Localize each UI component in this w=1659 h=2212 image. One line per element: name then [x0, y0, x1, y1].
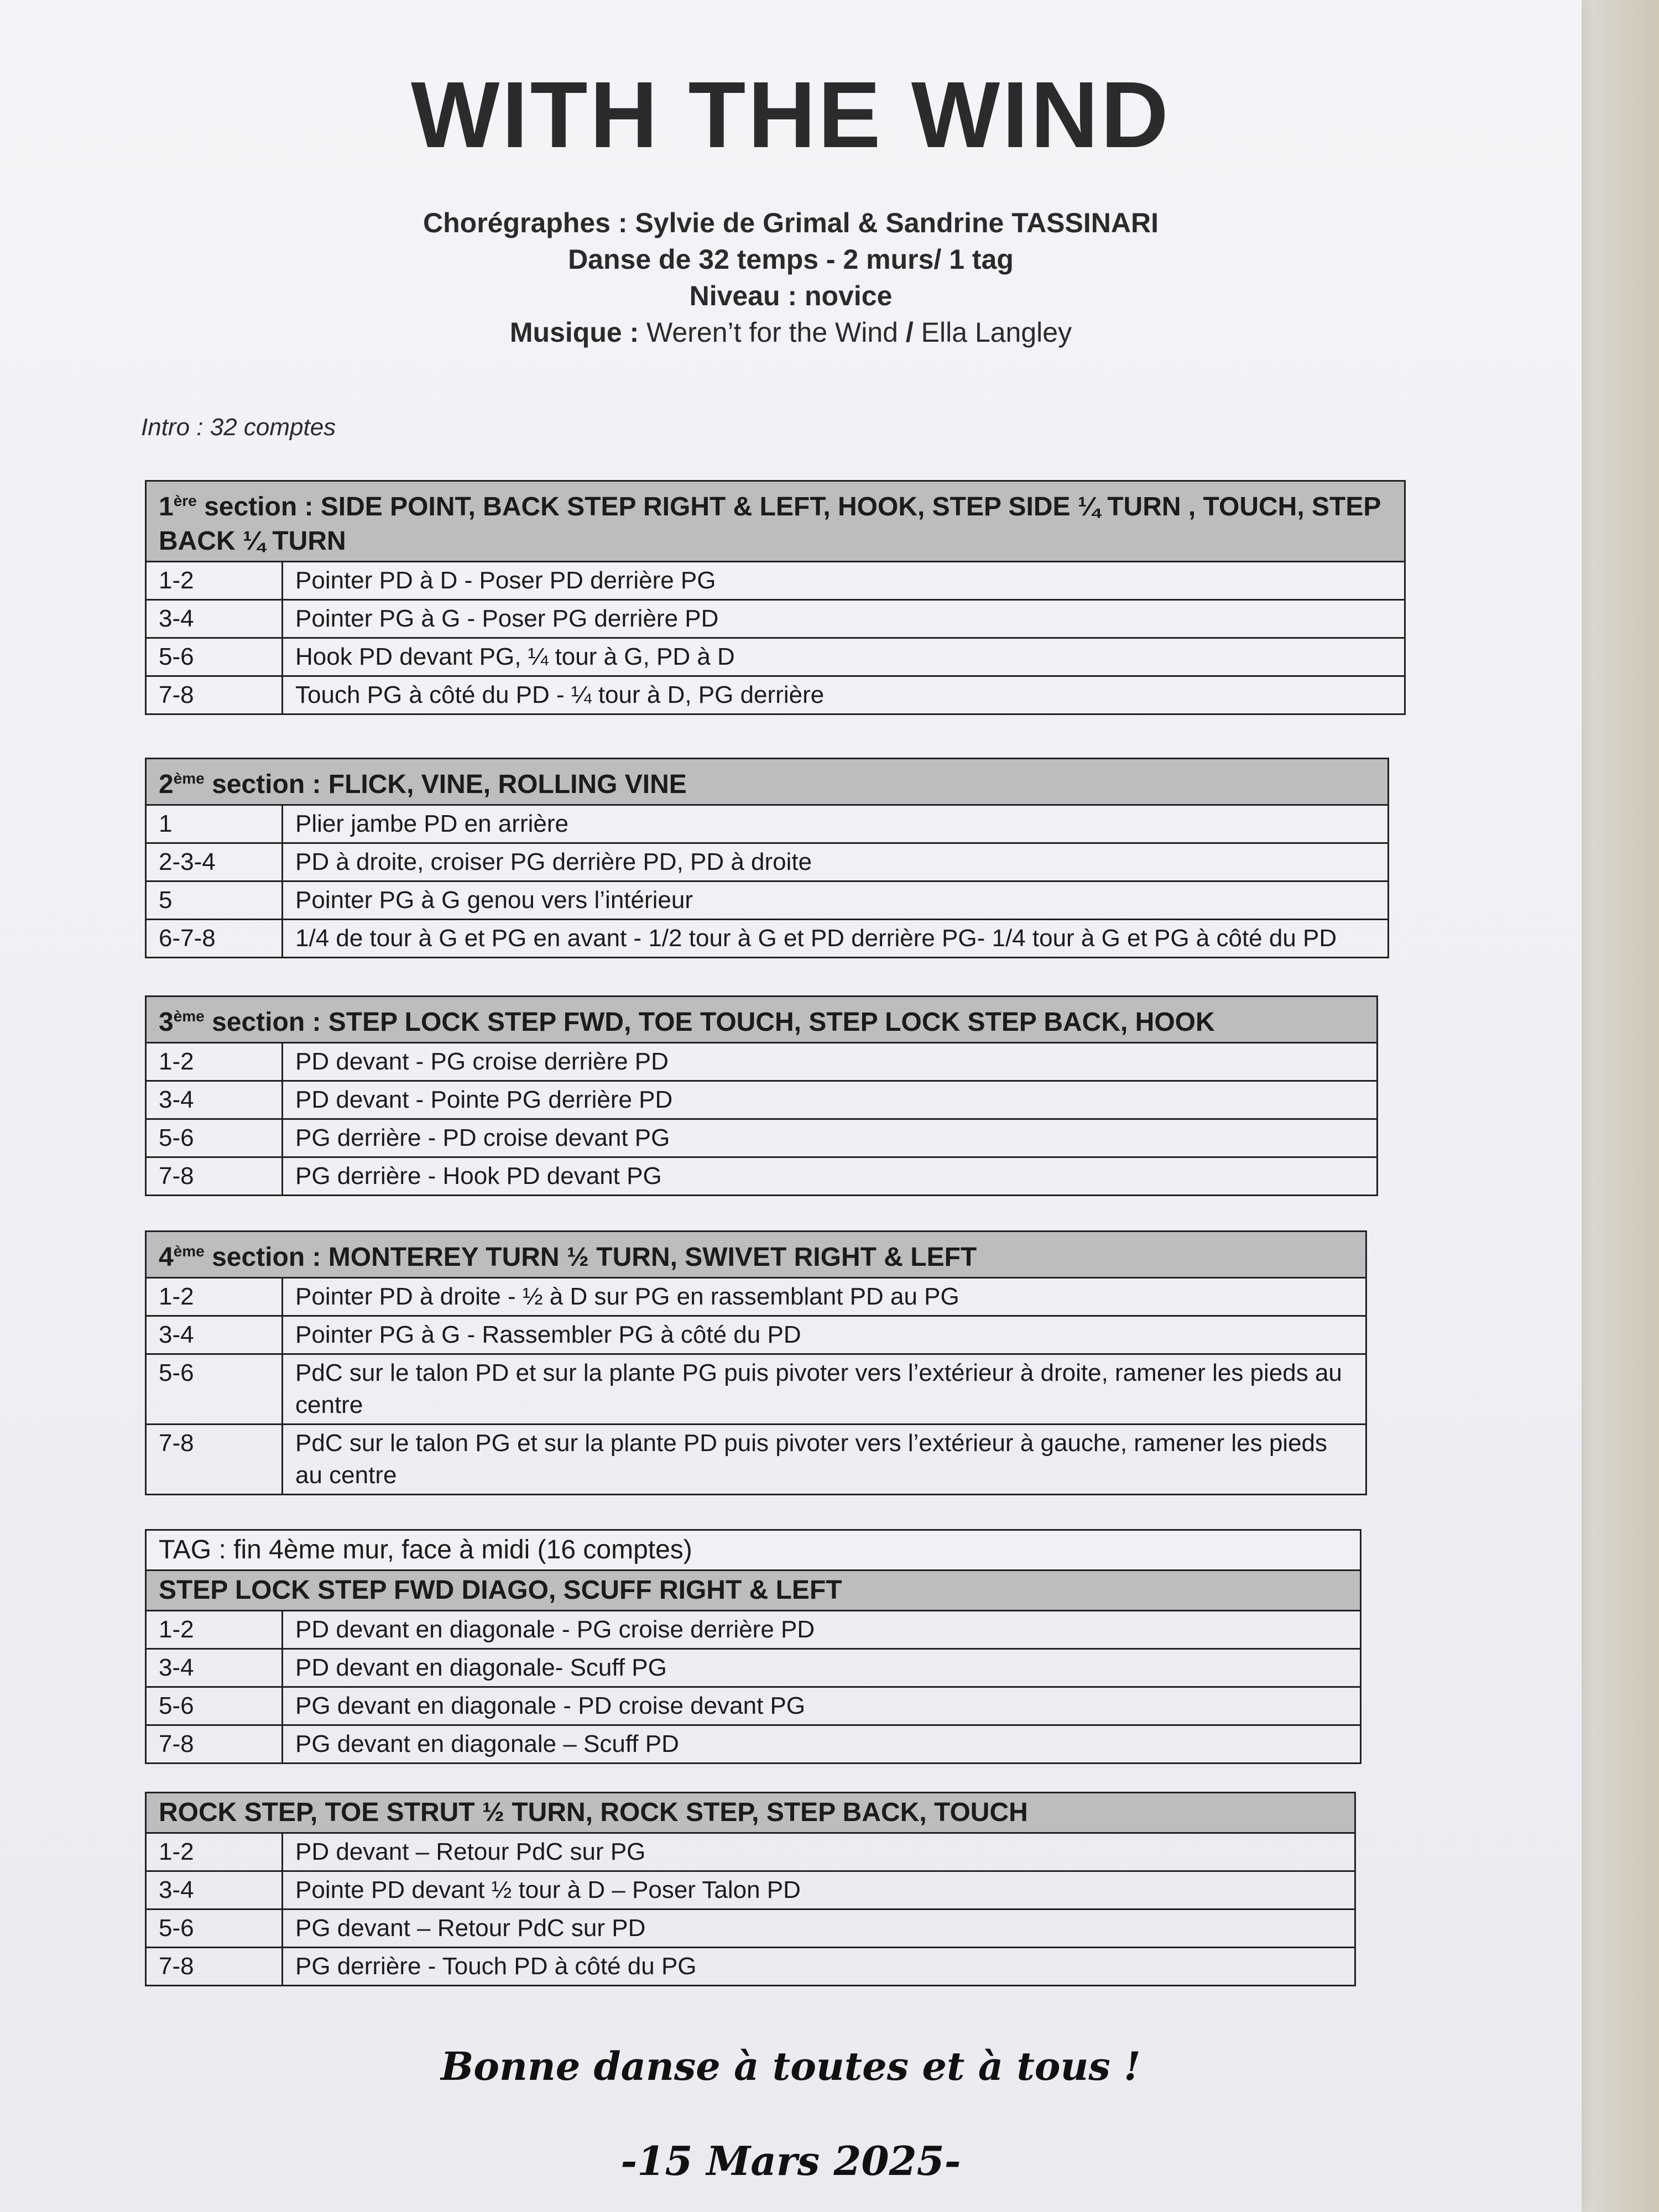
step-cell: Pointer PG à G genou vers l’intérieur [283, 881, 1389, 920]
step-cell: Pointer PG à G - Rassembler PG à côté du PD [283, 1316, 1366, 1354]
music-title: Weren’t for the Wind [646, 317, 898, 348]
table-row [146, 920, 1389, 958]
count-cell: 5 [146, 881, 283, 920]
document-date: -15 Mars 2025- [620, 2137, 961, 2184]
step-cell: PG derrière - PD croise devant PG [283, 1119, 1378, 1157]
tag-table [145, 1529, 1361, 1764]
count-cell: 6-7-8 [146, 920, 283, 958]
section-header [146, 759, 1389, 805]
table-row [146, 562, 1405, 600]
section-header [146, 997, 1378, 1043]
level-line: Niveau : novice [689, 280, 893, 311]
step-cell: PD devant en diagonale - PG croise derrière PD [283, 1611, 1361, 1649]
count-cell: 3-4 [146, 1316, 283, 1354]
section-1-table [145, 480, 1406, 715]
dance-metadata [0, 205, 1582, 351]
section-header [146, 1232, 1366, 1278]
table-row [146, 1948, 1355, 1986]
section-title: section : MONTEREY TURN ½ TURN, SWIVET RIGHT & LEFT [204, 1243, 977, 1272]
count-cell: 1-2 [146, 1611, 283, 1649]
step-cell: PG devant en diagonale - PD croise devant PG [283, 1687, 1361, 1725]
section-ordinal: 4 [159, 1243, 174, 1272]
table-row [146, 1425, 1366, 1495]
table-row [146, 1833, 1355, 1871]
section-heading [146, 481, 1405, 562]
table-row [146, 1081, 1378, 1119]
count-cell: 5-6 [146, 1119, 283, 1157]
table-row [146, 1043, 1378, 1081]
section-header [146, 1571, 1361, 1611]
section-ordinal: 2 [159, 770, 174, 799]
section-title: section : SIDE POINT, BACK STEP RIGHT & LEFT, HOOK, STEP SIDE ¼ TURN , TOUCH, STEP BACK ¼ TURN [159, 492, 1381, 556]
section-title: section : STEP LOCK STEP FWD, TOE TOUCH, STEP LOCK STEP BACK, HOOK [204, 1008, 1215, 1037]
step-cell: 1/4 de tour à G et PG en avant - 1/2 tour à G et PD derrière PG- 1/4 tour à G et PG à côté du PD [283, 920, 1389, 958]
step-cell: PG derrière - Touch PD à côté du PG [283, 1948, 1355, 1986]
choreographers-names: Sylvie de Grimal & Sandrine TASSINARI [635, 207, 1159, 238]
count-cell: 3-4 [146, 1871, 283, 1910]
tag-heading: STEP LOCK STEP FWD DIAGO, SCUFF RIGHT & LEFT [146, 1571, 1361, 1611]
intro-counts: Intro : 32 comptes [141, 414, 336, 441]
step-cell: Hook PD devant PG, ¼ tour à G, PD à D [283, 638, 1405, 676]
table-row [146, 1278, 1366, 1316]
count-cell: 5-6 [146, 1910, 283, 1948]
section-ordinal: 3 [159, 1008, 174, 1037]
choreographers-label: Chorégraphes : [423, 207, 628, 238]
section-ordinal-suffix: ème [173, 1008, 205, 1025]
section-heading [146, 1232, 1366, 1278]
step-cell: PD devant – Retour PdC sur PG [283, 1833, 1355, 1871]
section-title: section : FLICK, VINE, ROLLING VINE [204, 770, 687, 799]
music-line [0, 314, 1582, 351]
count-cell: 5-6 [146, 638, 283, 676]
table-row [146, 1910, 1355, 1948]
dance-info-line: Danse de 32 temps - 2 murs/ 1 tag [568, 244, 1014, 275]
step-cell: PD devant - PG croise derrière PD [283, 1043, 1378, 1081]
count-cell: 1-2 [146, 562, 283, 600]
table-row [146, 676, 1405, 714]
section-heading [146, 759, 1389, 805]
count-cell: 7-8 [146, 1948, 283, 1986]
table-row [146, 1119, 1378, 1157]
table-row [146, 843, 1389, 881]
section-4-table [145, 1230, 1367, 1495]
step-cell: Pointer PG à G - Poser PG derrière PD [283, 600, 1405, 638]
step-cell: PdC sur le talon PG et sur la plante PD puis pivoter vers l’extérieur à gauche, ramener les pieds au centre [283, 1425, 1366, 1495]
table-row [146, 1649, 1361, 1687]
section-ordinal: 1 [159, 492, 174, 521]
music-separator: / [905, 317, 914, 348]
count-cell: 5-6 [146, 1687, 283, 1725]
table-row [146, 1611, 1361, 1649]
tag-intro-row [146, 1530, 1361, 1571]
tag-intro: TAG : fin 4ème mur, face à midi (16 comptes) [146, 1530, 1361, 1571]
final-heading: ROCK STEP, TOE STRUT ½ TURN, ROCK STEP, STEP BACK, TOUCH [146, 1793, 1355, 1833]
step-cell: Pointer PD à D - Poser PD derrière PG [283, 562, 1405, 600]
section-ordinal-suffix: ème [173, 1243, 205, 1260]
section-header [146, 481, 1405, 562]
final-section-table [145, 1792, 1356, 1986]
step-cell: PD devant - Pointe PG derrière PD [283, 1081, 1378, 1119]
step-cell: PdC sur le talon PD et sur la plante PG puis pivoter vers l’extérieur à droite, ramener les pieds au centre [283, 1354, 1366, 1425]
step-cell: Pointer PD à droite - ½ à D sur PG en rassemblant PD au PG [283, 1278, 1366, 1316]
count-cell: 7-8 [146, 1157, 283, 1196]
count-cell: 1-2 [146, 1833, 283, 1871]
music-artist: Ella Langley [921, 317, 1072, 348]
step-cell: PD devant en diagonale- Scuff PG [283, 1649, 1361, 1687]
count-cell: 7-8 [146, 676, 283, 714]
count-cell: 7-8 [146, 1725, 283, 1764]
choreographers-line [0, 205, 1582, 241]
table-row [146, 805, 1389, 843]
table-row [146, 1725, 1361, 1764]
section-ordinal-suffix: ère [173, 492, 197, 509]
step-cell: Pointe PD devant ½ tour à D – Poser Talon PD [283, 1871, 1355, 1910]
table-row [146, 1687, 1361, 1725]
step-cell: Plier jambe PD en arrière [283, 805, 1389, 843]
section-2-table [145, 758, 1389, 958]
table-row [146, 1354, 1366, 1425]
page-title: WITH THE WIND [411, 62, 1171, 168]
count-cell: 1-2 [146, 1278, 283, 1316]
section-header [146, 1793, 1355, 1833]
count-cell: 3-4 [146, 1081, 283, 1119]
count-cell: 2-3-4 [146, 843, 283, 881]
count-cell: 3-4 [146, 1649, 283, 1687]
table-row [146, 1157, 1378, 1196]
count-cell: 5-6 [146, 1354, 283, 1425]
step-cell: PG devant en diagonale – Scuff PD [283, 1725, 1361, 1764]
step-cell: PG devant – Retour PdC sur PD [283, 1910, 1355, 1948]
table-row [146, 881, 1389, 920]
count-cell: 7-8 [146, 1425, 283, 1495]
table-row [146, 1316, 1366, 1354]
table-row [146, 1871, 1355, 1910]
step-cell: PD à droite, croiser PG derrière PD, PD à droite [283, 843, 1389, 881]
section-ordinal-suffix: ème [173, 770, 205, 787]
count-cell: 1-2 [146, 1043, 283, 1081]
count-cell: 1 [146, 805, 283, 843]
table-row [146, 638, 1405, 676]
section-3-table [145, 995, 1378, 1196]
music-label: Musique : [509, 317, 639, 348]
count-cell: 3-4 [146, 600, 283, 638]
step-cell: Touch PG à côté du PD - ¼ tour à D, PG derrière [283, 676, 1405, 714]
closing-greeting: Bonne danse à toutes et à tous ! [441, 2043, 1141, 2089]
step-cell: PG derrière - Hook PD devant PG [283, 1157, 1378, 1196]
table-row [146, 600, 1405, 638]
section-heading [146, 997, 1378, 1043]
